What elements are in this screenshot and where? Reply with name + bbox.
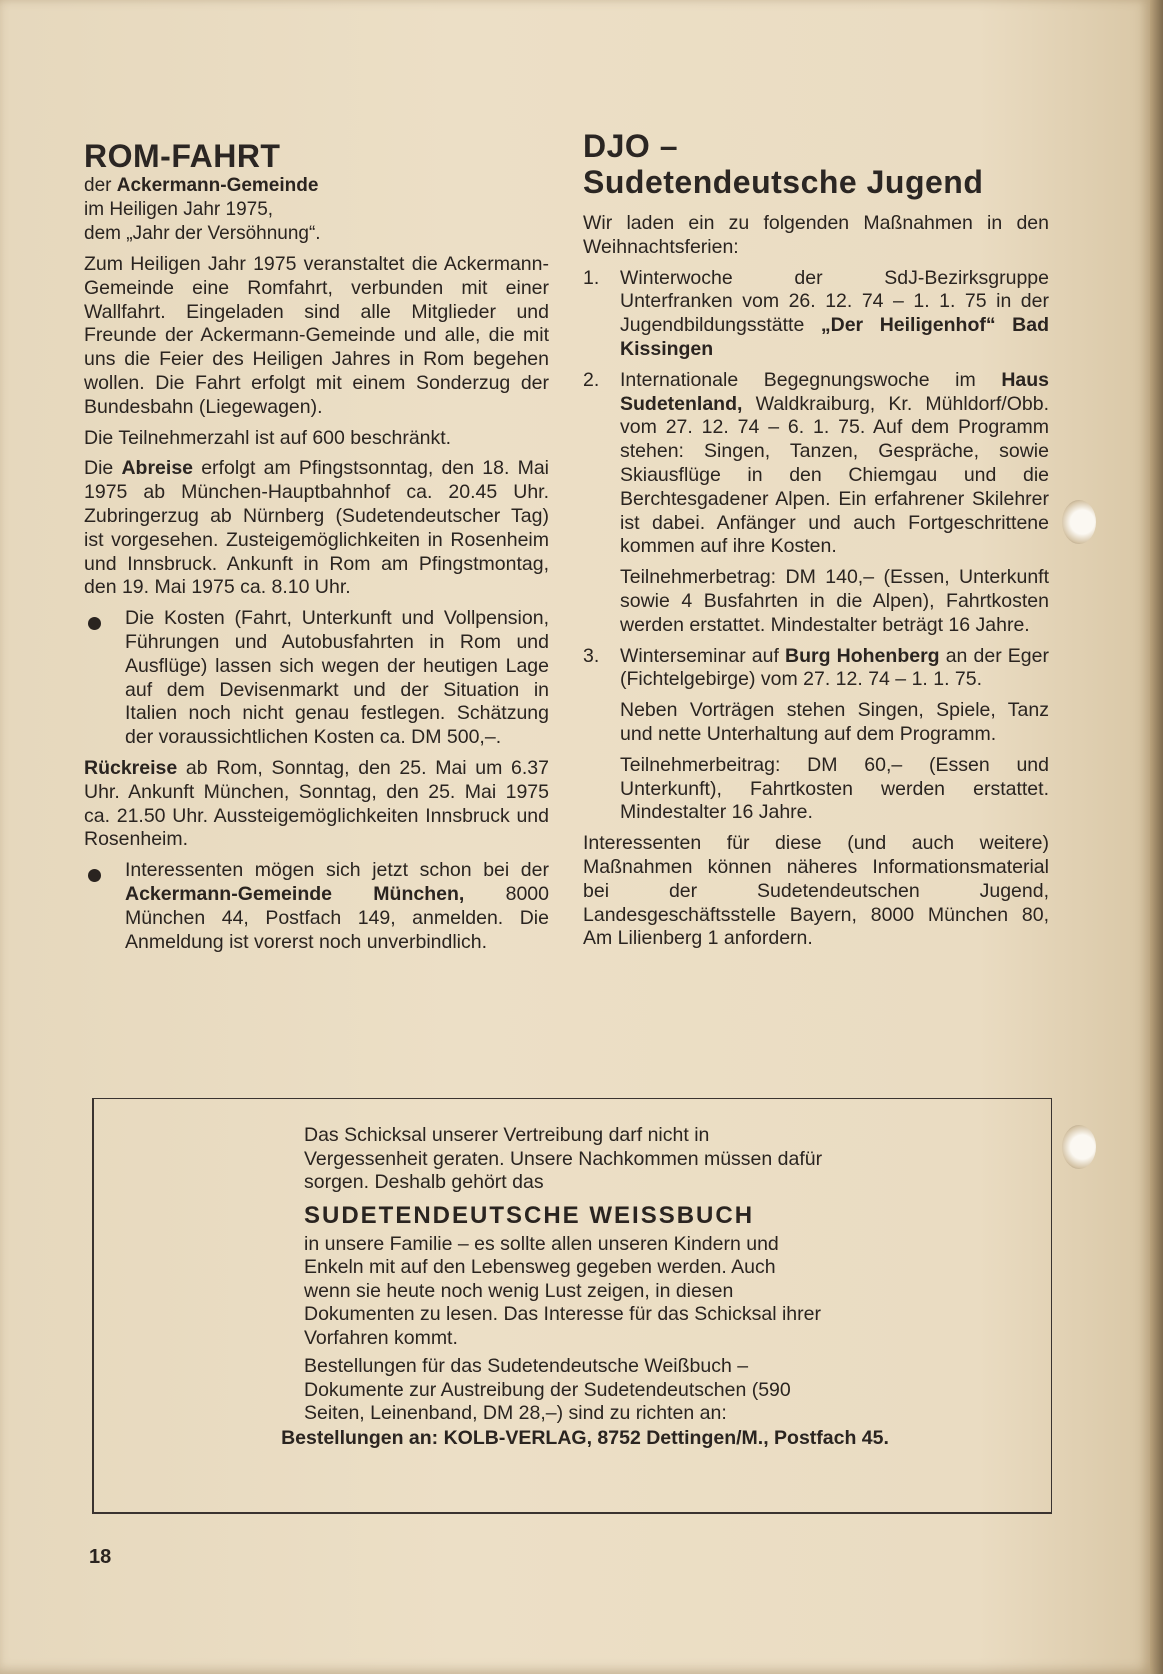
page-edge [1150,0,1163,1674]
weissbuch-ad-box [92,1098,1052,1514]
paragraph: Die Abreise erfolgt am Pfingstsonntag, den 18. Mai 1975 ab München-Hauptbahnhof ca. 20.45 Uhr. Zubringerzug ab Nürnberg (Sudetendeutscher Tag) ist vorgesehen. Zusteigemöglichkeiten in Rosenheim und Innsbruck. Ankunft in Rom am Pfingstmontag, den 19. Mai 1975 ca. 8.10 Uhr. [84,457,549,599]
description-paragraph: Neben Vorträgen stehen Singen, Spiele, Tanz und nette Unterhaltung auf dem Programm. [620,699,1049,745]
ad-paragraph: Das Schicksal unserer Vertreibung darf nicht in Vergessenheit geraten. Unsere Nachkommen müssen dafür sorgen. Deshalb gehört das [304,1124,823,1193]
paragraph: Die Teilnehmerzahl ist auf 600 beschränkt. [84,426,452,449]
bullet-item: Interessenten mögen sich jetzt schon bei der Ackermann-Gemeinde München, 8000 München 44, Postfach 149, anmelden. Die Anmeldung ist vorerst noch unverbindlich. [84,859,549,954]
outro-paragraph: Interessenten für diese (und auch weitere) Maßnahmen können näheres Informationsmaterial bei der Sudetendeutschen Jugend, Landesgeschäftsstelle Bayern, 8000 München 80, Am Lilienberg 1 anfordern. [583,832,1049,950]
bullet-dot-icon [88,869,101,882]
ad-headline: SUDETENDEUTSCHE WEISSBUCH [304,1201,755,1229]
article-subtitle-line: dem „Jahr der Versöhnung“. [84,223,321,244]
bullet-dot-icon [88,617,101,630]
article-title: DJO – [583,128,678,164]
article-title-line: Sudetendeutsche Jugend [583,164,984,200]
order-address: Bestellungen an: KOLB-VERLAG, 8752 Dettingen/M., Postfach 45. [281,1427,889,1449]
article-subtitle: der Ackermann-Gemeinde [84,175,319,196]
djo-article [583,128,1049,951]
rom-fahrt-article [84,138,549,954]
list-item: 2. Internationale Begegnungswoche im Haus Sudetenland, Waldkraiburg, Kr. Mühldorf/Obb. vom 27. 12. 74 – 6. 1. 75. Auf dem Programm stehen: Singen, Tanzen, Gespräche, sowie Skiausflüge in den Chiemgau und die Berchtesgadener Alpen. Ein erfahrener Skilehrer ist dabei. Anfänger und auch Fortgeschrittene kommen auf ihre Kosten. Teilnehmerbetrag: DM 140,– (Essen, Unterkunft sowie 4 Busfahrten in die Alpen), Fahrtkosten werden erstattet. Mindestalter beträgt 16 Jahre. [583,368,1049,636]
ad-text [304,1124,824,1426]
bullet-item: Die Kosten (Fahrt, Unterkunft und Vollpension, Führungen und Autobusfahrten in Rom und Ausflüge) lassen sich wegen der heutigen Lage auf dem Devisenmarkt und der Situation in Italien noch nicht genau festlegen. Schätzung der voraussichtlichen Kosten ca. DM 500,–. [84,607,549,750]
paragraph: Zum Heiligen Jahr 1975 veranstaltet die Ackermann-Gemeinde eine Romfahrt, verbunden mit einer Wallfahrt. Eingeladen sind alle Mitglieder und Freunde der Ackermann-Gemeinde und alle, die mit uns die Feier des Heiligen Jahres in Rom begehen wollen. Die Fahrt erfolgt mit einem Sonderzug der Bundesbahn (Liegewagen). [84,253,549,418]
paragraph: Rückreise ab Rom, Sonntag, den 25. Mai um 6.37 Uhr. Ankunft München, Sonntag, den 25. Mai 1975 ca. 21.50 Uhr. Aussteigemöglichkeiten Innsbruck und Rosenheim. [84,756,549,851]
article-title: ROM-FAHRT [84,138,281,174]
fee-paragraph: Teilnehmerbetrag: DM 140,– (Essen, Unterkunft sowie 4 Busfahrten in die Alpen), Fahrtkosten werden erstattet. Mindestalter beträgt 16 Jahre. [620,566,1049,636]
article-subtitle-line: im Heiligen Jahr 1975, [84,199,274,220]
ad-paragraph: in unsere Familie – es sollte allen unseren Kindern und Enkeln mit auf den Lebensweg gegeben werden. Auch wenn sie heute noch wenig Lust zeigen, in diesen Dokumenten zu lesen. Das Interesse für das Schicksal ihrer Vorfahren kommt. [304,1232,821,1349]
page-number: 18 [89,1546,112,1568]
list-item: 3. Winterseminar auf Burg Hohenberg an der Eger (Fichtelgebirge) vom 27. 12. 74 – 1. 1. 75. Neben Vorträgen stehen Singen, Spiele, Tanz und nette Unterhaltung auf dem Programm. Teilnehmerbeitrag: DM 60,– (Essen und Unterkunft), Fahrtkosten werden erstattet. Mindestalter 16 Jahre. [583,644,1049,824]
intro-paragraph: Wir laden ein zu folgenden Maßnahmen in den Weihnachtsferien: [583,212,1049,258]
punch-hole [1062,1125,1096,1169]
list-item: 1. Winterwoche der SdJ-Bezirksgruppe Unterfranken vom 26. 12. 74 – 1. 1. 75 in der Jugendbildungsstätte „Der Heiligenhof“ Bad Kissingen [583,266,1050,360]
ad-paragraph: Bestellungen für das Sudetendeutsche Weißbuch – Dokumente zur Austreibung der Sudetendeutschen (590 Seiten, Leinenband, DM 28,–) sind zu richten an: [304,1355,791,1424]
punch-hole [1062,500,1096,544]
fee-paragraph: Teilnehmerbeitrag: DM 60,– (Essen und Unterkunft), Fahrtkosten werden erstattet. Mindestalter 16 Jahre. [620,753,1049,824]
